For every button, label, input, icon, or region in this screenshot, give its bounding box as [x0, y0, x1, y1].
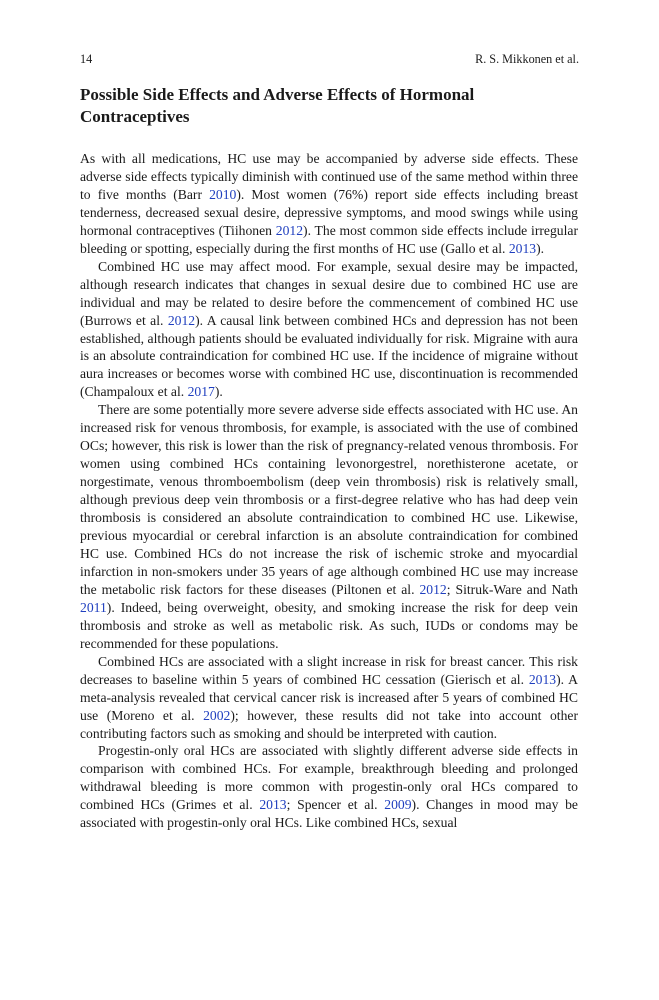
- paragraph-text: Progestin-only oral HCs are associated with slightly different adverse side effects in comparison with combined HCs. For example, breakthrough bleeding and prolonged withdrawal bleeding is more common with progestin-only oral HCs compared to combined HCs (Grimes et al.: [80, 743, 578, 813]
- running-head: [80, 51, 579, 67]
- paragraph-text: ).: [536, 240, 545, 256]
- paragraph-text: ; Sitruk-Ware and Nath: [446, 581, 578, 597]
- body-paragraph: [80, 258, 578, 402]
- citation-link[interactable]: 2012: [275, 222, 304, 238]
- body-paragraph: [80, 653, 578, 743]
- citation-link[interactable]: 2017: [187, 384, 215, 400]
- citation-link[interactable]: 2009: [384, 797, 412, 813]
- citation-link[interactable]: 2013: [259, 797, 287, 813]
- body-paragraph: [80, 401, 578, 652]
- paragraph-text: ; Spencer et al.: [286, 797, 385, 813]
- paragraph-text: ).: [214, 384, 223, 400]
- running-author: R. S. Mikkonen et al.: [475, 52, 579, 66]
- body-text: [80, 150, 578, 832]
- page-number: 14: [80, 52, 93, 66]
- citation-link[interactable]: 2010: [209, 186, 237, 202]
- paragraph-text: ). Most women (76%) report side effects including breast tenderness, decreased sexual desire, depressive symptoms, and mood swings while using hormonal contraceptives (Tiihonen: [80, 186, 578, 238]
- body-paragraph: [80, 150, 578, 258]
- paragraph-text: ). Changes in mood may be associated with progestin-only oral HCs. Like combined HCs, sexual: [80, 797, 578, 831]
- section-title: Possible Side Effects and Adverse Effects of Hormonal Contraceptives: [80, 85, 475, 126]
- paragraph-text: As with all medications, HC use may be accompanied by adverse side effects. These adverse side effects typically diminish with continued use of the same method within three to five months (Barr: [80, 151, 578, 202]
- paragraph-text: ). The most common side effects include irregular bleeding or spotting, especially during the first months of HC use (Gallo et al.: [80, 222, 578, 256]
- citation-link[interactable]: 2013: [528, 671, 557, 687]
- citation-link[interactable]: 2012: [419, 581, 447, 597]
- citation-link[interactable]: 2012: [167, 312, 196, 328]
- paragraph-text: Combined HC use may affect mood. For example, sexual desire may be impacted, although research indicates that changes in sexual desire due to combined HC use are individual and may be related to desire before the commencement of combined HC use (Burrows et al.: [80, 258, 578, 328]
- paragraph-text: Combined HCs are associated with a slight increase in risk for breast cancer. This risk decreases to baseline within 5 years of combined HC cessation (Gierisch et al.: [80, 653, 578, 687]
- body-paragraph: [80, 742, 578, 832]
- paragraph-text: ). A meta-analysis revealed that cervical cancer risk is increased after 5 years of combined HC use (Moreno et al.: [80, 671, 578, 723]
- citation-link[interactable]: 2002: [203, 707, 231, 723]
- paragraph-text: ); however, these results did not take into account other contributing factors such as smoking and should be interpreted with caution.: [80, 707, 578, 741]
- paragraph-text: There are some potentially more severe adverse side effects associated with HC use. An increased risk for venous thrombosis, for example, is associated with the use of combined OCs; however, this risk is lower than the risk of pregnancy-related venous thrombosis. For women using combined HCs containing levonorgestrel, norethisterone acetate, or norgestimate, venous thromboembolism (deep vein thrombosis) risk is relatively small, although previous deep vein thrombosis or a first-degree relative who has had deep vein thrombosis is considered an absolute contraindication to combined HC use. Likewise, previous myocardial or cerebral infarction is an absolute contraindication for combined HC use. Combined HCs do not increase the risk of ischemic stroke and myocardial infarction in non-smokers under 35 years of age although combined HC use may increase the metabolic risk factors for these diseases (Piltonen et al.: [80, 402, 578, 597]
- citation-link[interactable]: 2013: [508, 240, 537, 256]
- paragraph-text: ). A causal link between combined HCs and depression has not been established, although patients should be evaluated individually for risk. Migraine with aura is an absolute contraindication for combined HC use. If the incidence of migraine without aura increases or becomes worse with combined HC use, discontinuation is recommended (Champaloux et al.: [80, 312, 578, 400]
- paragraph-text: ). Indeed, being overweight, obesity, and smoking increase the risk for deep vein thrombosis and stroke as well as metabolic risk. As such, IUDs or condoms may be recommended for these populations.: [80, 599, 578, 651]
- citation-link[interactable]: 2011: [80, 599, 107, 615]
